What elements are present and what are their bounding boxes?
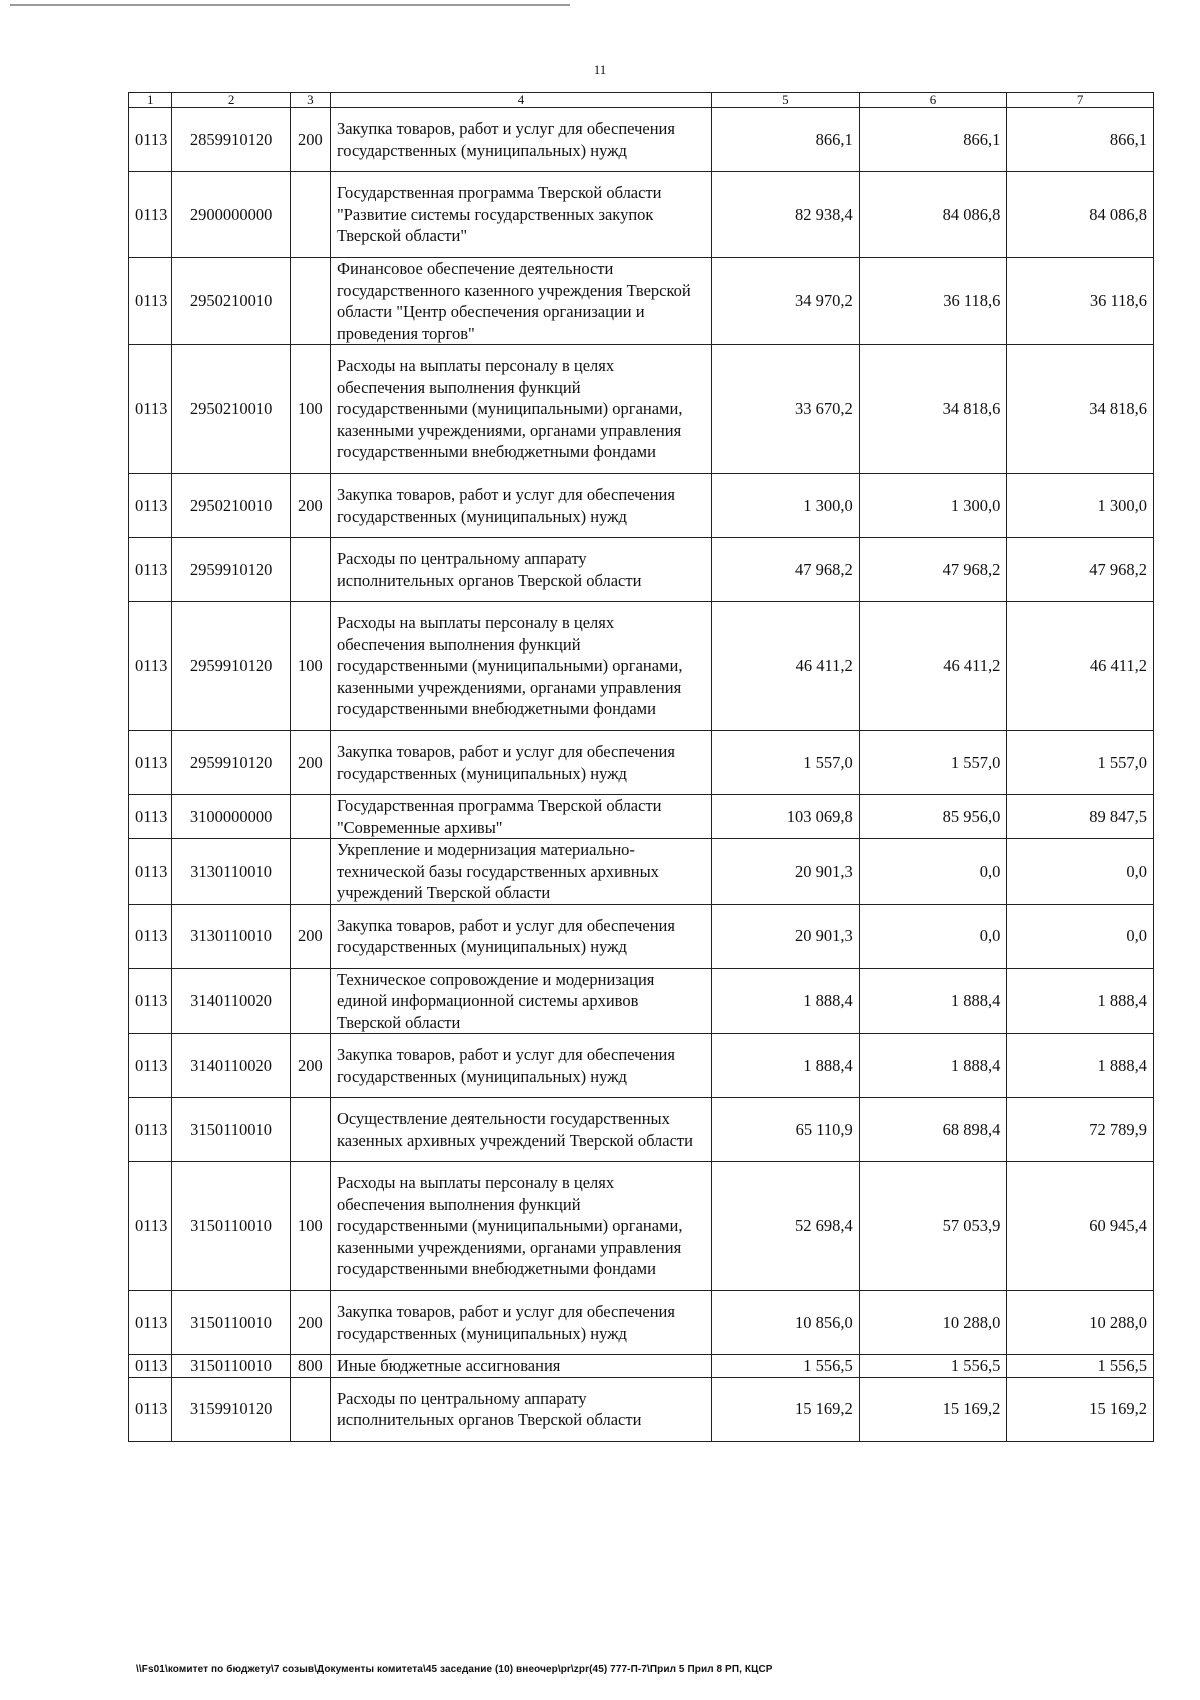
expense-type-cell: [290, 172, 330, 258]
amount-year3-cell: 84 086,8: [1007, 172, 1154, 258]
expense-type-cell: [290, 258, 330, 345]
target-code-cell: 3100000000: [172, 795, 290, 839]
item-name-cell: Осуществление деятельности государственных казенных архивных учреждений Тверской области: [330, 1098, 711, 1162]
table-row: [129, 1355, 1154, 1378]
expense-type-cell: 100: [290, 1162, 330, 1291]
item-name-cell: Закупка товаров, работ и услуг для обеспечения государственных (муниципальных) нужд: [330, 731, 711, 795]
column-header: 5: [712, 93, 860, 108]
item-name-cell: Расходы на выплаты персоналу в целях обеспечения выполнения функций государственными (муниципальными) органами, казенными учреждениями, органами управления государственными внебюджетными фондами: [330, 1162, 711, 1291]
item-name-cell: Иные бюджетные ассигнования: [330, 1355, 711, 1378]
amount-year3-cell: 866,1: [1007, 108, 1154, 172]
amount-year3-cell: 1 888,4: [1007, 1034, 1154, 1098]
item-name-cell: Закупка товаров, работ и услуг для обеспечения государственных (муниципальных) нужд: [330, 1291, 711, 1355]
target-code-cell: 3150110010: [172, 1291, 290, 1355]
item-name-cell: Государственная программа Тверской области "Развитие системы государственных закупок Тверской области": [330, 172, 711, 258]
amount-year2-cell: 34 818,6: [859, 345, 1007, 474]
amount-year3-cell: 46 411,2: [1007, 602, 1154, 731]
section-cell: 0113: [129, 602, 172, 731]
table-row: [129, 345, 1154, 474]
amount-year2-cell: 10 288,0: [859, 1291, 1007, 1355]
expense-type-cell: [290, 1098, 330, 1162]
expense-type-cell: [290, 968, 330, 1034]
amount-year1-cell: 866,1: [712, 108, 860, 172]
table-row: [129, 258, 1154, 345]
amount-year1-cell: 10 856,0: [712, 1291, 860, 1355]
amount-year3-cell: 47 968,2: [1007, 538, 1154, 602]
expense-type-cell: [290, 795, 330, 839]
amount-year2-cell: 46 411,2: [859, 602, 1007, 731]
section-cell: 0113: [129, 1098, 172, 1162]
expense-type-cell: [290, 538, 330, 602]
amount-year1-cell: 65 110,9: [712, 1098, 860, 1162]
target-code-cell: 3130110010: [172, 839, 290, 905]
item-name-cell: Расходы по центральному аппарату исполнительных органов Тверской области: [330, 1377, 711, 1441]
table-row: [129, 474, 1154, 538]
amount-year3-cell: 89 847,5: [1007, 795, 1154, 839]
table-body: [129, 108, 1154, 1442]
expense-type-cell: 200: [290, 474, 330, 538]
column-number-row: [129, 93, 1154, 108]
column-header: 7: [1007, 93, 1154, 108]
table-row: [129, 108, 1154, 172]
item-name-cell: Расходы на выплаты персоналу в целях обеспечения выполнения функций государственными (муниципальными) органами, казенными учреждениями, органами управления государственными внебюджетными фондами: [330, 602, 711, 731]
amount-year1-cell: 33 670,2: [712, 345, 860, 474]
target-code-cell: 2950210010: [172, 474, 290, 538]
item-name-cell: Закупка товаров, работ и услуг для обеспечения государственных (муниципальных) нужд: [330, 108, 711, 172]
amount-year1-cell: 34 970,2: [712, 258, 860, 345]
column-header: 4: [330, 93, 711, 108]
amount-year1-cell: 15 169,2: [712, 1377, 860, 1441]
amount-year3-cell: 15 169,2: [1007, 1377, 1154, 1441]
amount-year2-cell: 1 557,0: [859, 731, 1007, 795]
expense-type-cell: 100: [290, 602, 330, 731]
amount-year3-cell: 36 118,6: [1007, 258, 1154, 345]
target-code-cell: 3140110020: [172, 1034, 290, 1098]
expense-type-cell: [290, 1377, 330, 1441]
amount-year1-cell: 1 888,4: [712, 1034, 860, 1098]
amount-year3-cell: 1 300,0: [1007, 474, 1154, 538]
item-name-cell: Расходы по центральному аппарату исполнительных органов Тверской области: [330, 538, 711, 602]
section-cell: 0113: [129, 1034, 172, 1098]
file-path-footer: \\Fs01\комитет по бюджету\7 созыв\Документы комитета\45 заседание (10) внеочер\pr\zpr(45) 777-П-7\Прил 5 Прил 8 РП, КЦСР: [136, 1664, 773, 1675]
amount-year3-cell: 60 945,4: [1007, 1162, 1154, 1291]
section-cell: 0113: [129, 731, 172, 795]
amount-year2-cell: 15 169,2: [859, 1377, 1007, 1441]
amount-year1-cell: 1 888,4: [712, 968, 860, 1034]
item-name-cell: Укрепление и модернизация материально-технической базы государственных архивных учреждений Тверской области: [330, 839, 711, 905]
section-cell: 0113: [129, 1291, 172, 1355]
amount-year2-cell: 1 888,4: [859, 1034, 1007, 1098]
amount-year3-cell: 72 789,9: [1007, 1098, 1154, 1162]
expense-type-cell: [290, 839, 330, 905]
target-code-cell: 2900000000: [172, 172, 290, 258]
amount-year1-cell: 1 557,0: [712, 731, 860, 795]
amount-year2-cell: 84 086,8: [859, 172, 1007, 258]
amount-year1-cell: 47 968,2: [712, 538, 860, 602]
column-header: 1: [129, 93, 172, 108]
section-cell: 0113: [129, 968, 172, 1034]
table-row: [129, 1098, 1154, 1162]
item-name-cell: Закупка товаров, работ и услуг для обеспечения государственных (муниципальных) нужд: [330, 904, 711, 968]
amount-year3-cell: 34 818,6: [1007, 345, 1154, 474]
section-cell: 0113: [129, 108, 172, 172]
table-row: [129, 904, 1154, 968]
item-name-cell: Государственная программа Тверской области "Современные архивы": [330, 795, 711, 839]
section-cell: 0113: [129, 1377, 172, 1441]
table-row: [129, 1377, 1154, 1441]
amount-year3-cell: 1 557,0: [1007, 731, 1154, 795]
amount-year3-cell: 1 556,5: [1007, 1355, 1154, 1378]
amount-year1-cell: 1 556,5: [712, 1355, 860, 1378]
expense-type-cell: 200: [290, 1034, 330, 1098]
amount-year3-cell: 0,0: [1007, 904, 1154, 968]
target-code-cell: 2950210010: [172, 258, 290, 345]
target-code-cell: 3150110010: [172, 1162, 290, 1291]
section-cell: 0113: [129, 795, 172, 839]
amount-year1-cell: 46 411,2: [712, 602, 860, 731]
table-row: [129, 1291, 1154, 1355]
amount-year2-cell: 866,1: [859, 108, 1007, 172]
target-code-cell: 2959910120: [172, 731, 290, 795]
item-name-cell: Финансовое обеспечение деятельности государственного казенного учреждения Тверской области "Центр обеспечения организации и проведения торгов": [330, 258, 711, 345]
item-name-cell: Закупка товаров, работ и услуг для обеспечения государственных (муниципальных) нужд: [330, 474, 711, 538]
item-name-cell: Закупка товаров, работ и услуг для обеспечения государственных (муниципальных) нужд: [330, 1034, 711, 1098]
amount-year2-cell: 36 118,6: [859, 258, 1007, 345]
table-row: [129, 172, 1154, 258]
amount-year2-cell: 68 898,4: [859, 1098, 1007, 1162]
column-header: 2: [172, 93, 290, 108]
table-row: [129, 538, 1154, 602]
amount-year2-cell: 85 956,0: [859, 795, 1007, 839]
amount-year1-cell: 52 698,4: [712, 1162, 860, 1291]
section-cell: 0113: [129, 904, 172, 968]
section-cell: 0113: [129, 474, 172, 538]
amount-year2-cell: 57 053,9: [859, 1162, 1007, 1291]
expense-type-cell: 200: [290, 731, 330, 795]
table-row: [129, 731, 1154, 795]
amount-year1-cell: 20 901,3: [712, 839, 860, 905]
scan-edge-line: [10, 4, 570, 6]
amount-year1-cell: 20 901,3: [712, 904, 860, 968]
amount-year2-cell: 1 300,0: [859, 474, 1007, 538]
section-cell: 0113: [129, 839, 172, 905]
target-code-cell: 3150110010: [172, 1098, 290, 1162]
target-code-cell: 3159910120: [172, 1377, 290, 1441]
column-header: 6: [859, 93, 1007, 108]
expense-type-cell: 200: [290, 1291, 330, 1355]
amount-year3-cell: 10 288,0: [1007, 1291, 1154, 1355]
amount-year2-cell: 1 556,5: [859, 1355, 1007, 1378]
section-cell: 0113: [129, 258, 172, 345]
target-code-cell: 2950210010: [172, 345, 290, 474]
column-header: 3: [290, 93, 330, 108]
item-name-cell: Расходы на выплаты персоналу в целях обеспечения выполнения функций государственными (муниципальными) органами, казенными учреждениями, органами управления государственными внебюджетными фондами: [330, 345, 711, 474]
section-cell: 0113: [129, 345, 172, 474]
target-code-cell: 3150110010: [172, 1355, 290, 1378]
amount-year2-cell: 47 968,2: [859, 538, 1007, 602]
target-code-cell: 2959910120: [172, 538, 290, 602]
expense-type-cell: 200: [290, 904, 330, 968]
section-cell: 0113: [129, 172, 172, 258]
amount-year1-cell: 82 938,4: [712, 172, 860, 258]
amount-year3-cell: 1 888,4: [1007, 968, 1154, 1034]
section-cell: 0113: [129, 1355, 172, 1378]
amount-year2-cell: 0,0: [859, 839, 1007, 905]
amount-year2-cell: 0,0: [859, 904, 1007, 968]
section-cell: 0113: [129, 538, 172, 602]
target-code-cell: 3130110010: [172, 904, 290, 968]
expense-type-cell: 800: [290, 1355, 330, 1378]
table-row: [129, 602, 1154, 731]
amount-year1-cell: 1 300,0: [712, 474, 860, 538]
table-row: [129, 1162, 1154, 1291]
target-code-cell: 3140110020: [172, 968, 290, 1034]
table-row: [129, 968, 1154, 1034]
page-number: 11: [593, 62, 607, 77]
expense-type-cell: 100: [290, 345, 330, 474]
table-row: [129, 1034, 1154, 1098]
target-code-cell: 2859910120: [172, 108, 290, 172]
table-row: [129, 795, 1154, 839]
item-name-cell: Техническое сопровождение и модернизация единой информационной системы архивов Тверской области: [330, 968, 711, 1034]
expense-type-cell: 200: [290, 108, 330, 172]
section-cell: 0113: [129, 1162, 172, 1291]
amount-year3-cell: 0,0: [1007, 839, 1154, 905]
amount-year1-cell: 103 069,8: [712, 795, 860, 839]
table-row: [129, 839, 1154, 905]
target-code-cell: 2959910120: [172, 602, 290, 731]
amount-year2-cell: 1 888,4: [859, 968, 1007, 1034]
budget-table: [128, 92, 1154, 1442]
